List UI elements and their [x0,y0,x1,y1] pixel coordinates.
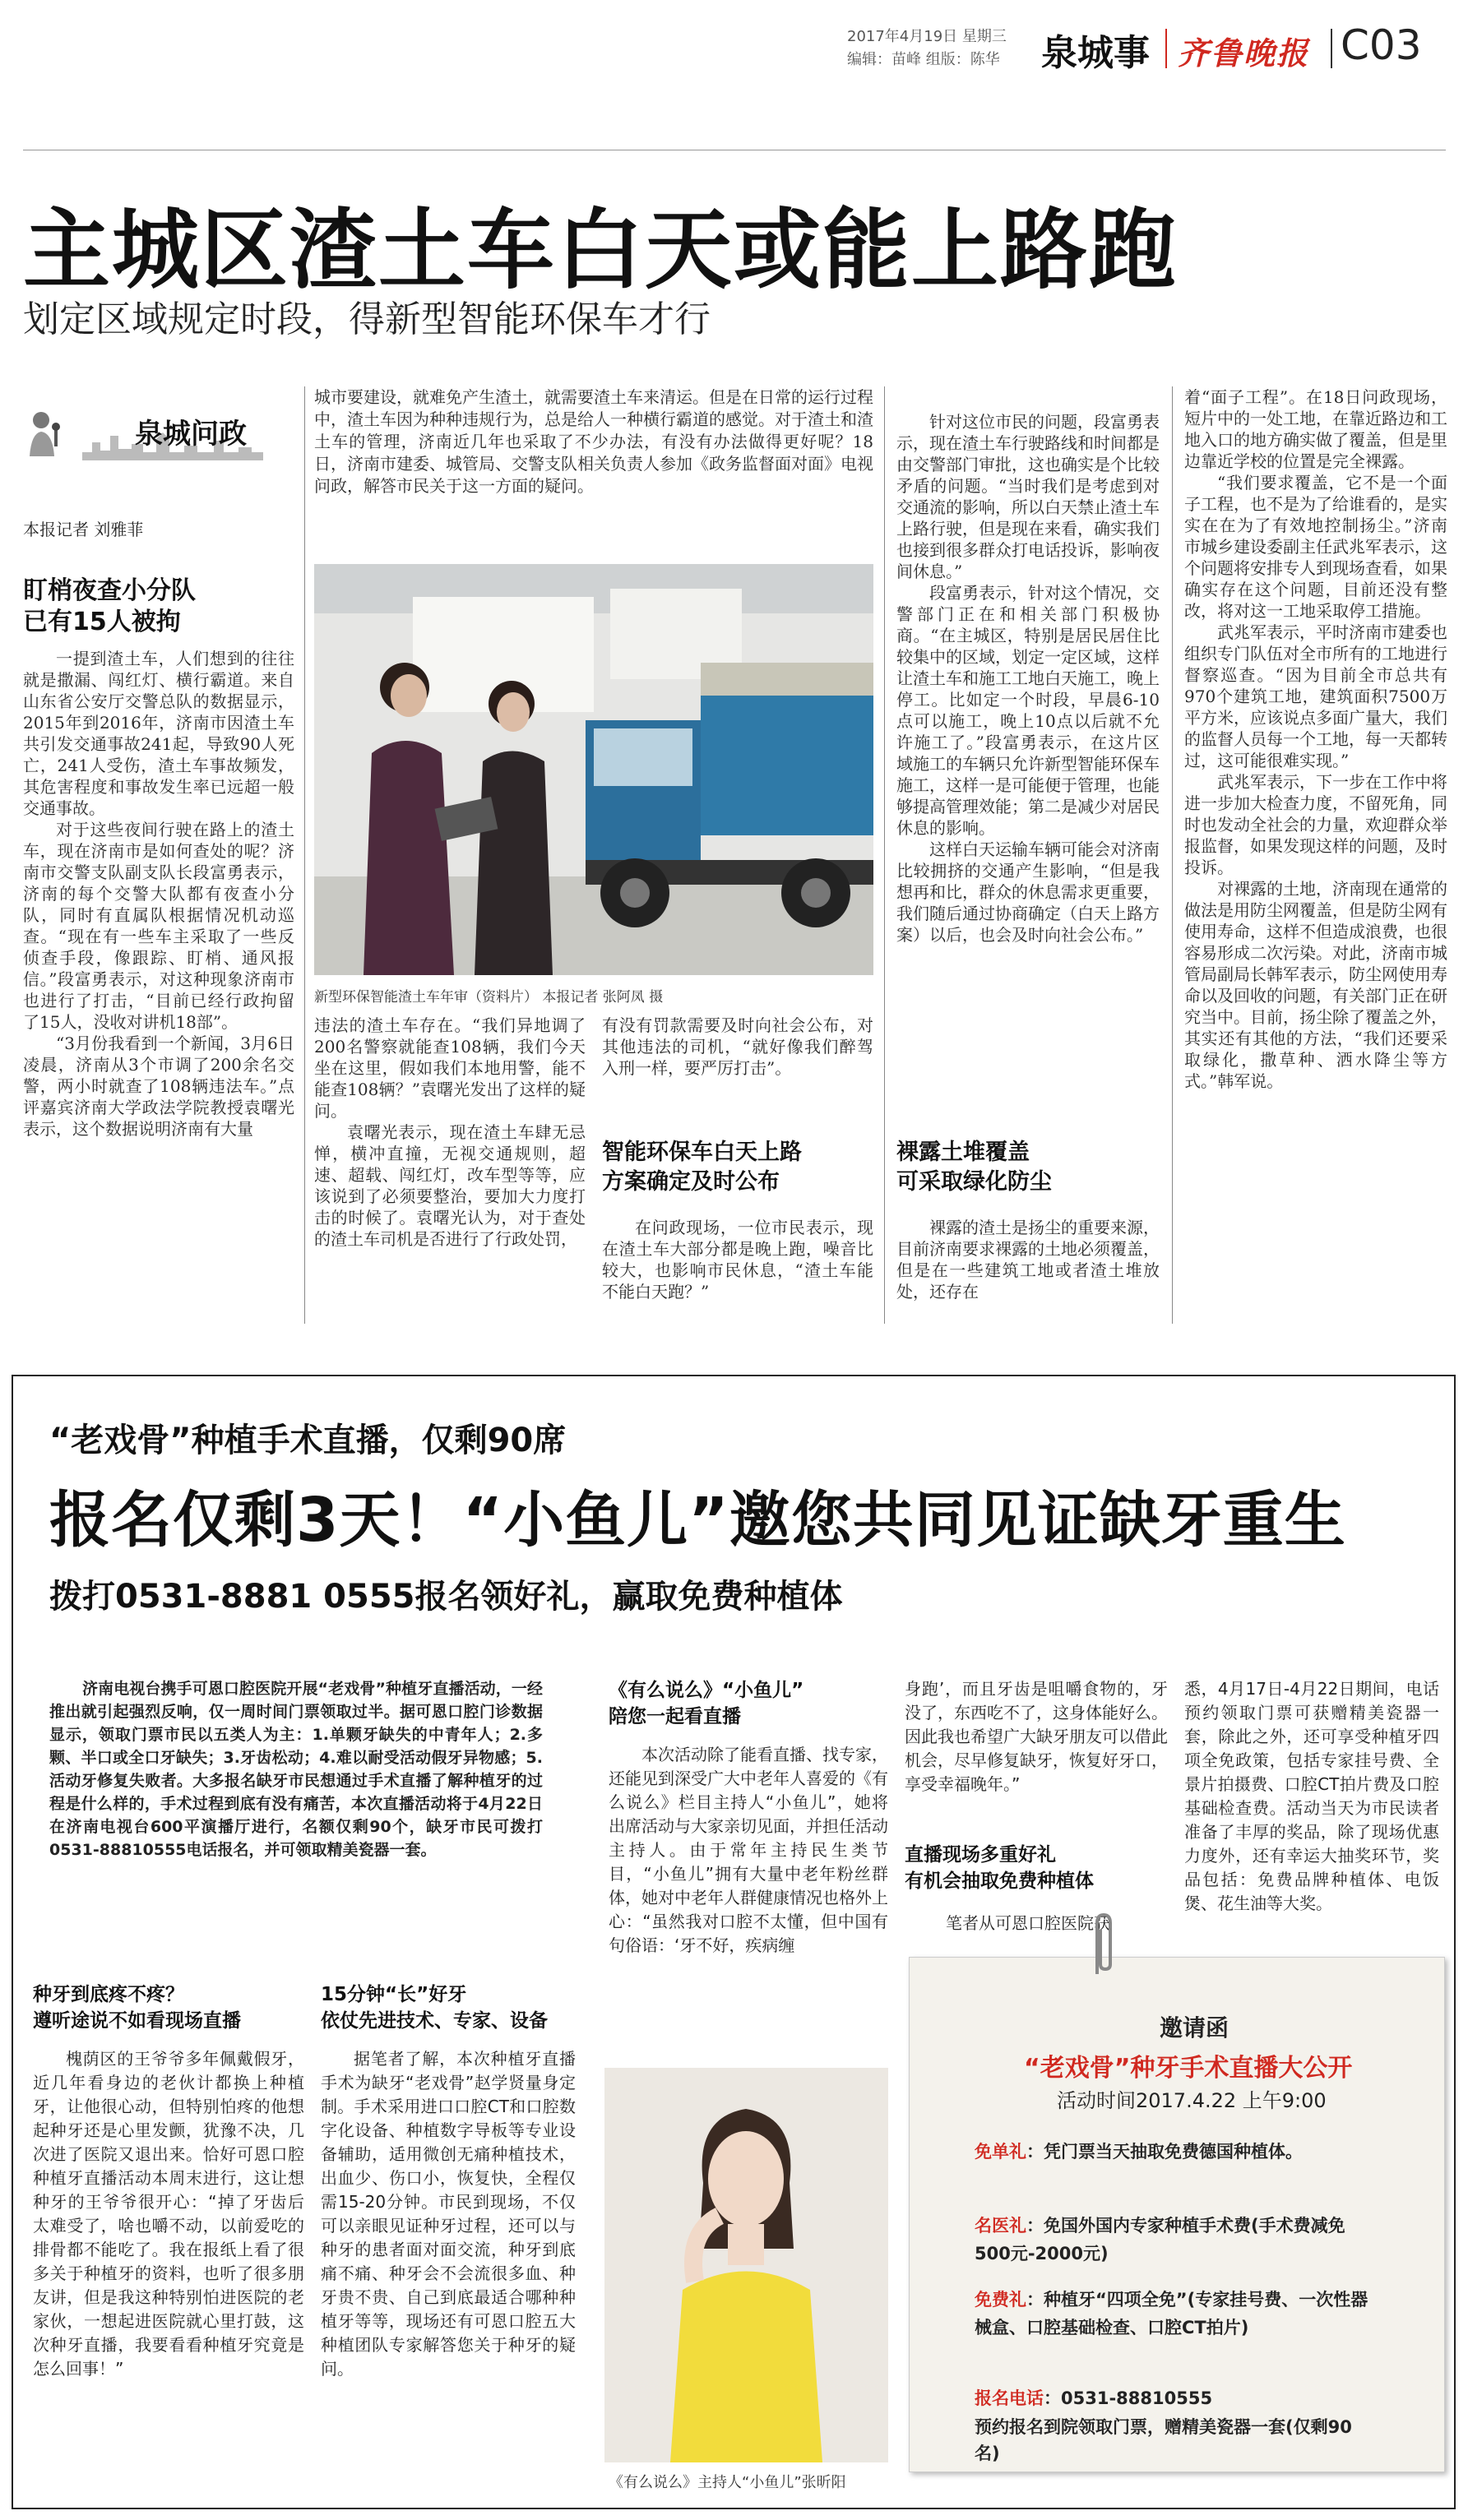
invite-item-key: 免单礼 [975,2142,1026,2162]
col5-paragraph: “我们要求覆盖，它不是一个面子工程，也不是为了给谁看的，是实实在在为了有效地控制扬尘。”济南市城乡建设委副主任武兆军表示，这个问题将安排专人到现场查看，如果确实存在这个问题，目前还没有整改，将对这一工地采取停工措施。 [1184,473,1447,621]
col5-paragraph: 对裸露的土地，济南现在通常的做法是用防尘网覆盖，但是防尘网有使用寿命，这样不但造成浪费，也很容易形成二次污染。对此，济南市城管局副局长韩军表示，防尘网使用寿命以及回收的问题，有关部门正在研究当中。目前，扬尘除了覆盖之外，其实还有其他的方法，“我们还要采取绿化，撒草种、洒水降尘等方式。”韩军说。 [1184,879,1447,1091]
col4-paragraph: 这样白天运输车辆可能会对济南比较拥挤的交通产生影响，“但是我想再和比，群众的休息需求更重要，我们随后通过协商确定（白天上路方案）以后，也会及时向社会公布。” [896,839,1160,945]
main-headline: 主城区渣土车白天或能上路跑 [23,200,1178,301]
invite-phone [975,2384,1369,2412]
column-divider [884,386,885,1324]
col2-paragraph: 违法的渣土车存在。“我们异地调了200名警察就能查108辆，我们今天坐在这里，假如我们本地用警，能不能查108辆？”袁曙光发出了这样的疑问。 [314,1015,586,1121]
col3-body-2 [602,1217,873,1302]
byline: 本报记者 刘雅菲 [23,520,144,539]
col1-body [23,648,294,1140]
col4-heading: 裸露土堆覆盖 可采取绿化防尘 [896,1140,1052,1195]
ad-kicker: “老戏骨”种植手术直播，仅剩90席 [49,1422,567,1459]
editor-credits: 编辑：苗峰 组版：陈华 [847,51,1000,68]
header-divider-2 [1331,29,1332,68]
col3-heading: 智能环保车白天上路 方案确定及时公布 [602,1140,802,1195]
col4-paragraph: 段富勇表示，针对这个情况，交警部门正在和相关部门积极协商。“在主城区，特别是居民居住比较集中的区域，划定一定区域，这样让渣土车和施工工地白天施工，晚上停工。比如定一个时段，早晨6-10点可以施工，晚上10点以后就不允许施工了。”段富勇表示，在这片区域施工的车辆只允许新型智能环保车施工，这样一是可能便于管理，也能够提高管理效能；第二是减少对居民休息的影响。 [896,583,1160,838]
col4-body [896,411,1160,946]
invite-item-text: ：免国外国内专家种植手术费(手术费减免500元-2000元) [975,2216,1345,2263]
col4-body-2 [896,1217,1160,1302]
col5-body [1184,386,1447,1092]
invite-time: 活动时间2017.4.22 上午9:00 [1057,2089,1327,2112]
col2-body [314,1015,586,1250]
invite-footer: 预约报名到院领取门票，赠精美瓷器一套(仅剩90名) [975,2417,1352,2463]
page-code: C03 [1341,21,1422,69]
ad-col1-heading: 种牙到底疼不疼？ 遵听途说不如看现场直播 [33,1984,241,2032]
column-divider [304,386,305,1324]
host-photo [604,2068,888,2462]
issue-date: 2017年4月19日 星期三 [847,28,1007,45]
column-divider [1172,386,1173,1324]
ad-col2-heading: 15分钟“长”好牙 依仗先进技术、专家、设备 [321,1984,548,2032]
invite-item-key: 免费礼 [975,2290,1026,2310]
col1-heading: 盯梢夜查小分队 已有15人被拘 [23,576,196,636]
paperclip-icon [1087,1912,1120,1977]
column-tag: 泉城问政 [135,418,247,451]
col4-paragraph: 针对这位市民的问题，段富勇表示，现在渣土车行驶路线和时间都是由交警部门审批，这也确实是个比较矛盾的问题。“当时我们是考虑到对交通流的影响，所以白天禁止渣土车上路行驶，但是现在来看，确实我们也接到很多群众打电话投诉，影响夜间休息。” [896,412,1160,581]
ad-phone-line: 拨打0531-8881 0555报名领好礼，赢取免费种植体 [49,1578,843,1616]
col2-paragraph: 袁曙光表示，现在渣土车肆无忌惮，横冲直撞，无视交通规则，超速、超载、闯红灯，改车型等等，应该说到了必须要整治，要加大力度打击的时候了。袁曙光认为，对于查处的渣土车司机是否进行了行政处罚， [314,1122,586,1249]
invite-item-key: 名医礼 [975,2216,1026,2236]
ad-col3-body: 本次活动除了能看直播、找专家，还能见到深受广大中老年人喜爱的《有么说么》栏目主持人“小鱼儿”，她将出席活动与大家亲切见面，并担任活动主持人。由于常年主持民生类节目，“小鱼儿”拥有大量中老年粉丝群体，她对中老年人群健康情况也格外上心：“虽然我对口腔不太懂，但中国有句俗语：‘牙不好，疾病缠 [609,1745,888,1955]
news-photo [314,564,873,975]
invite-item-text: ：凭门票当天抽取免费德国种植体。 [1026,2142,1303,2162]
ad-col5-body: 悉，4月17日-4月22日期间，电话预约领取门票可获赠精美瓷器一套，除此之外，还可享受种植牙四项全免政策，包括专家挂号费、全景片拍摄费、口腔CT拍片费及口腔基础检查费。活动当天为市民读者准备了丰厚的奖品，除了现场优惠力度外，还有幸运大抽奖环节，奖品包括：免费品牌种植体、电饭煲、花生油等大奖。 [1184,1679,1439,1913]
host-caption: 《有么说么》主持人“小鱼儿”张昕阳 [609,2474,846,2491]
col1-paragraph: 一提到渣土车，人们想到的往往就是撒漏、闯红灯、横行霸道。来自山东省公安厅交警总队的数据显示，2015年到2016年，济南市因渣土车共引发交通事故241起，导致90人死亡，241人受伤，渣土车事故频发，其危害程度和事故发生率已远超一般交通事故。 [23,649,294,818]
photo-caption: 新型环保智能渣土车年审（资料片） 本报记者 张阿凤 摄 [314,989,664,1006]
invite-phone-label: 报名电话 [975,2388,1044,2408]
invite-item [975,2138,1369,2166]
col3-paragraph: 有没有罚款需要及时向社会公布，对其他违法的司机，“就好像我们醉驾入刑一样，要严厉打击”。 [602,1015,873,1078]
col5-paragraph: 武兆军表示，平时济南市建委也组织专门队伍对全市所有的工地进行督察巡查。“因为目前全市总共有970个建筑工地，建筑面积7500万平方米，应该说点多面广量大，我们的监督人员每一个工地，每一天都转过，这可能很难实现。” [1184,622,1447,770]
paper-logo: 齐鲁晚报 [1178,35,1310,72]
col3-paragraph: 在问政现场，一位市民表示，现在渣土车大部分都是晚上跑，噪音比较大，也影响市民休息，“渣土车能不能白天跑？” [602,1218,873,1302]
ad-col4-heading: 直播现场多重好礼 有机会抽取免费种植体 [905,1844,1094,1892]
invite-phone-number: ：0531-88810555 [1044,2388,1213,2408]
invite-label: 邀请函 [1160,2014,1230,2041]
ad-col3-heading: 《有么说么》“小鱼儿” 陪您一起看直播 [609,1680,804,1727]
col5-paragraph: 武兆军表示，下一步在工作中将进一步加大检查力度，不留死角，同时也发动全社会的力量，欢迎群众举报监督，如果发现这样的问题，及时投诉。 [1184,772,1447,877]
col5-paragraph: 着“面子工程”。在18日问政现场，短片中的一处工地，在靠近路边和工地入口的地方确实做了覆盖，但是里边靠近学校的位置是完全裸露。 [1184,387,1447,471]
col1-paragraph: “3月份我看到一个新闻，3月6日凌晨，济南从3个市调了200余名交警，两小时就查了108辆违法车。”点评嘉宾济南大学政法学院教授袁曙光表示，这个数据说明济南有大量 [23,1033,294,1139]
ad-col4-tail: 笔者从可恩口腔医院获 [946,1913,1110,1933]
speaker-illustration [23,407,81,465]
header-divider [1165,29,1167,68]
sub-headline: 划定区域规定时段，得新型智能环保车才行 [23,298,711,340]
col3-body [602,1015,873,1079]
intro-paragraph: 城市要建设，就难免产生渣土，就需要渣土车来清运。但是在日常的运行过程中，渣土车因为种种违规行为，总是给人一种横行霸道的感觉。对于渣土和渣土车的管理，济南近几年也采取了不少办法，有没有办法做得更好呢？18日，济南市建委、城管局、交警支队相关负责人参加《政务监督面对面》电视问政，解答市民关于这一方面的疑问。 [314,387,873,496]
ad-col2-body: 据笔者了解，本次种植牙直播手术为缺牙“老戏骨”赵学贤量身定制。手术采用进口口腔CT和口腔数字化设备、种植数字导板等专业设备辅助，适用微创无痛种植技术，出血少、伤口小，恢复快，全程仅需15-20分钟。市民到现场，不仅可以亲眼见证种牙过程，还可以与种牙的患者面对面交流，种牙到底痛不痛、种牙会不会流很多血、种牙贵不贵、自己到底最适合哪种种植牙等等，现场还有可恩口腔五大种植团队专家解答您关于种牙的疑问。 [321,2049,576,2379]
invite-item [975,2286,1369,2342]
section-name: 泉城事 [1041,32,1150,74]
col4-paragraph: 裸露的渣土是扬尘的重要来源，目前济南要求裸露的土地必须覆盖，但是在一些建筑工地或者渣土堆放处，还存在 [896,1218,1160,1302]
ad-col1-body: 槐荫区的王爷爷多年佩戴假牙，近几年看身边的老伙计都换上种植牙，让他很心动，但特别怕疼的他想起种牙还是心里发颤，犹豫不决，几次进了医院又退出来。恰好可恩口腔种植牙直播活动本周末进行，这让想种牙的王爷爷很开心：“掉了牙齿后太难受了，啥也嚼不动，以前爱吃的排骨都不能吃了。我在报纸上看了很多关于种植牙的资料，也听了很多朋友讲，但是我这种特别怕进医院的老家伙，一想起进医院就心里打鼓，这次种牙直播，我要看看种植牙究竟是怎么回事！” [33,2049,304,2379]
ad-title: 报名仅剩3天！“小鱼儿”邀您共同见证缺牙重生 [49,1485,1346,1556]
invite-item-text: ：种植牙“四项全免”(专家挂号费、一次性器械盒、口腔基础检查、口腔CT拍片) [975,2290,1368,2337]
invite-item [975,2212,1369,2268]
col1-paragraph: 对于这些夜间行驶在路上的渣土车，现在济南市是如何查处的呢？济南市交警支队副支队长段富勇表示，济南的每个交警大队都有夜查小分队，同时有直属队根据情况机动巡查。“现在有一些车主采取了一些反侦查手段，像跟踪、盯梢、通风报信。”段富勇表示，对这种现象济南市也进行了打击，“目前已经行政拘留了15人，没收对讲机18部”。 [23,820,294,1032]
ad-lead-paragraph: 济南电视台携手可恩口腔医院开展“老戏骨”种植牙直播活动，一经推出就引起强烈反响，仅一周时间门票领取过半。据可恩口腔门诊数据显示，领取门票市民以五类人为主：1.单颗牙缺失的中青年人；2.多颗、半口或全口牙缺失；3.牙齿松动；4.难以耐受活动假牙异物感；5.活动牙修复失败者。大多报名缺牙市民想通过手术直播了解种植牙的过程是什么样的，手术过程到底有没有痛苦，本次直播活动将于4月22日在济南电视台600平演播厅进行，名额仅剩90个，缺牙市民可拨打0531-88810555电话报名，并可领取精美瓷器一套。 [49,1680,543,1859]
ad-col4-body: 身跑’，而且牙齿是咀嚼食物的，牙没了，东西吃不了，这身体能好么。因此我也希望广大缺牙朋友可以借此机会，尽早修复缺牙，恢复好牙口，享受幸福晚年。” [905,1679,1168,1794]
invite-title: “老戏骨”种牙手术直播大公开 [1024,2054,1353,2083]
